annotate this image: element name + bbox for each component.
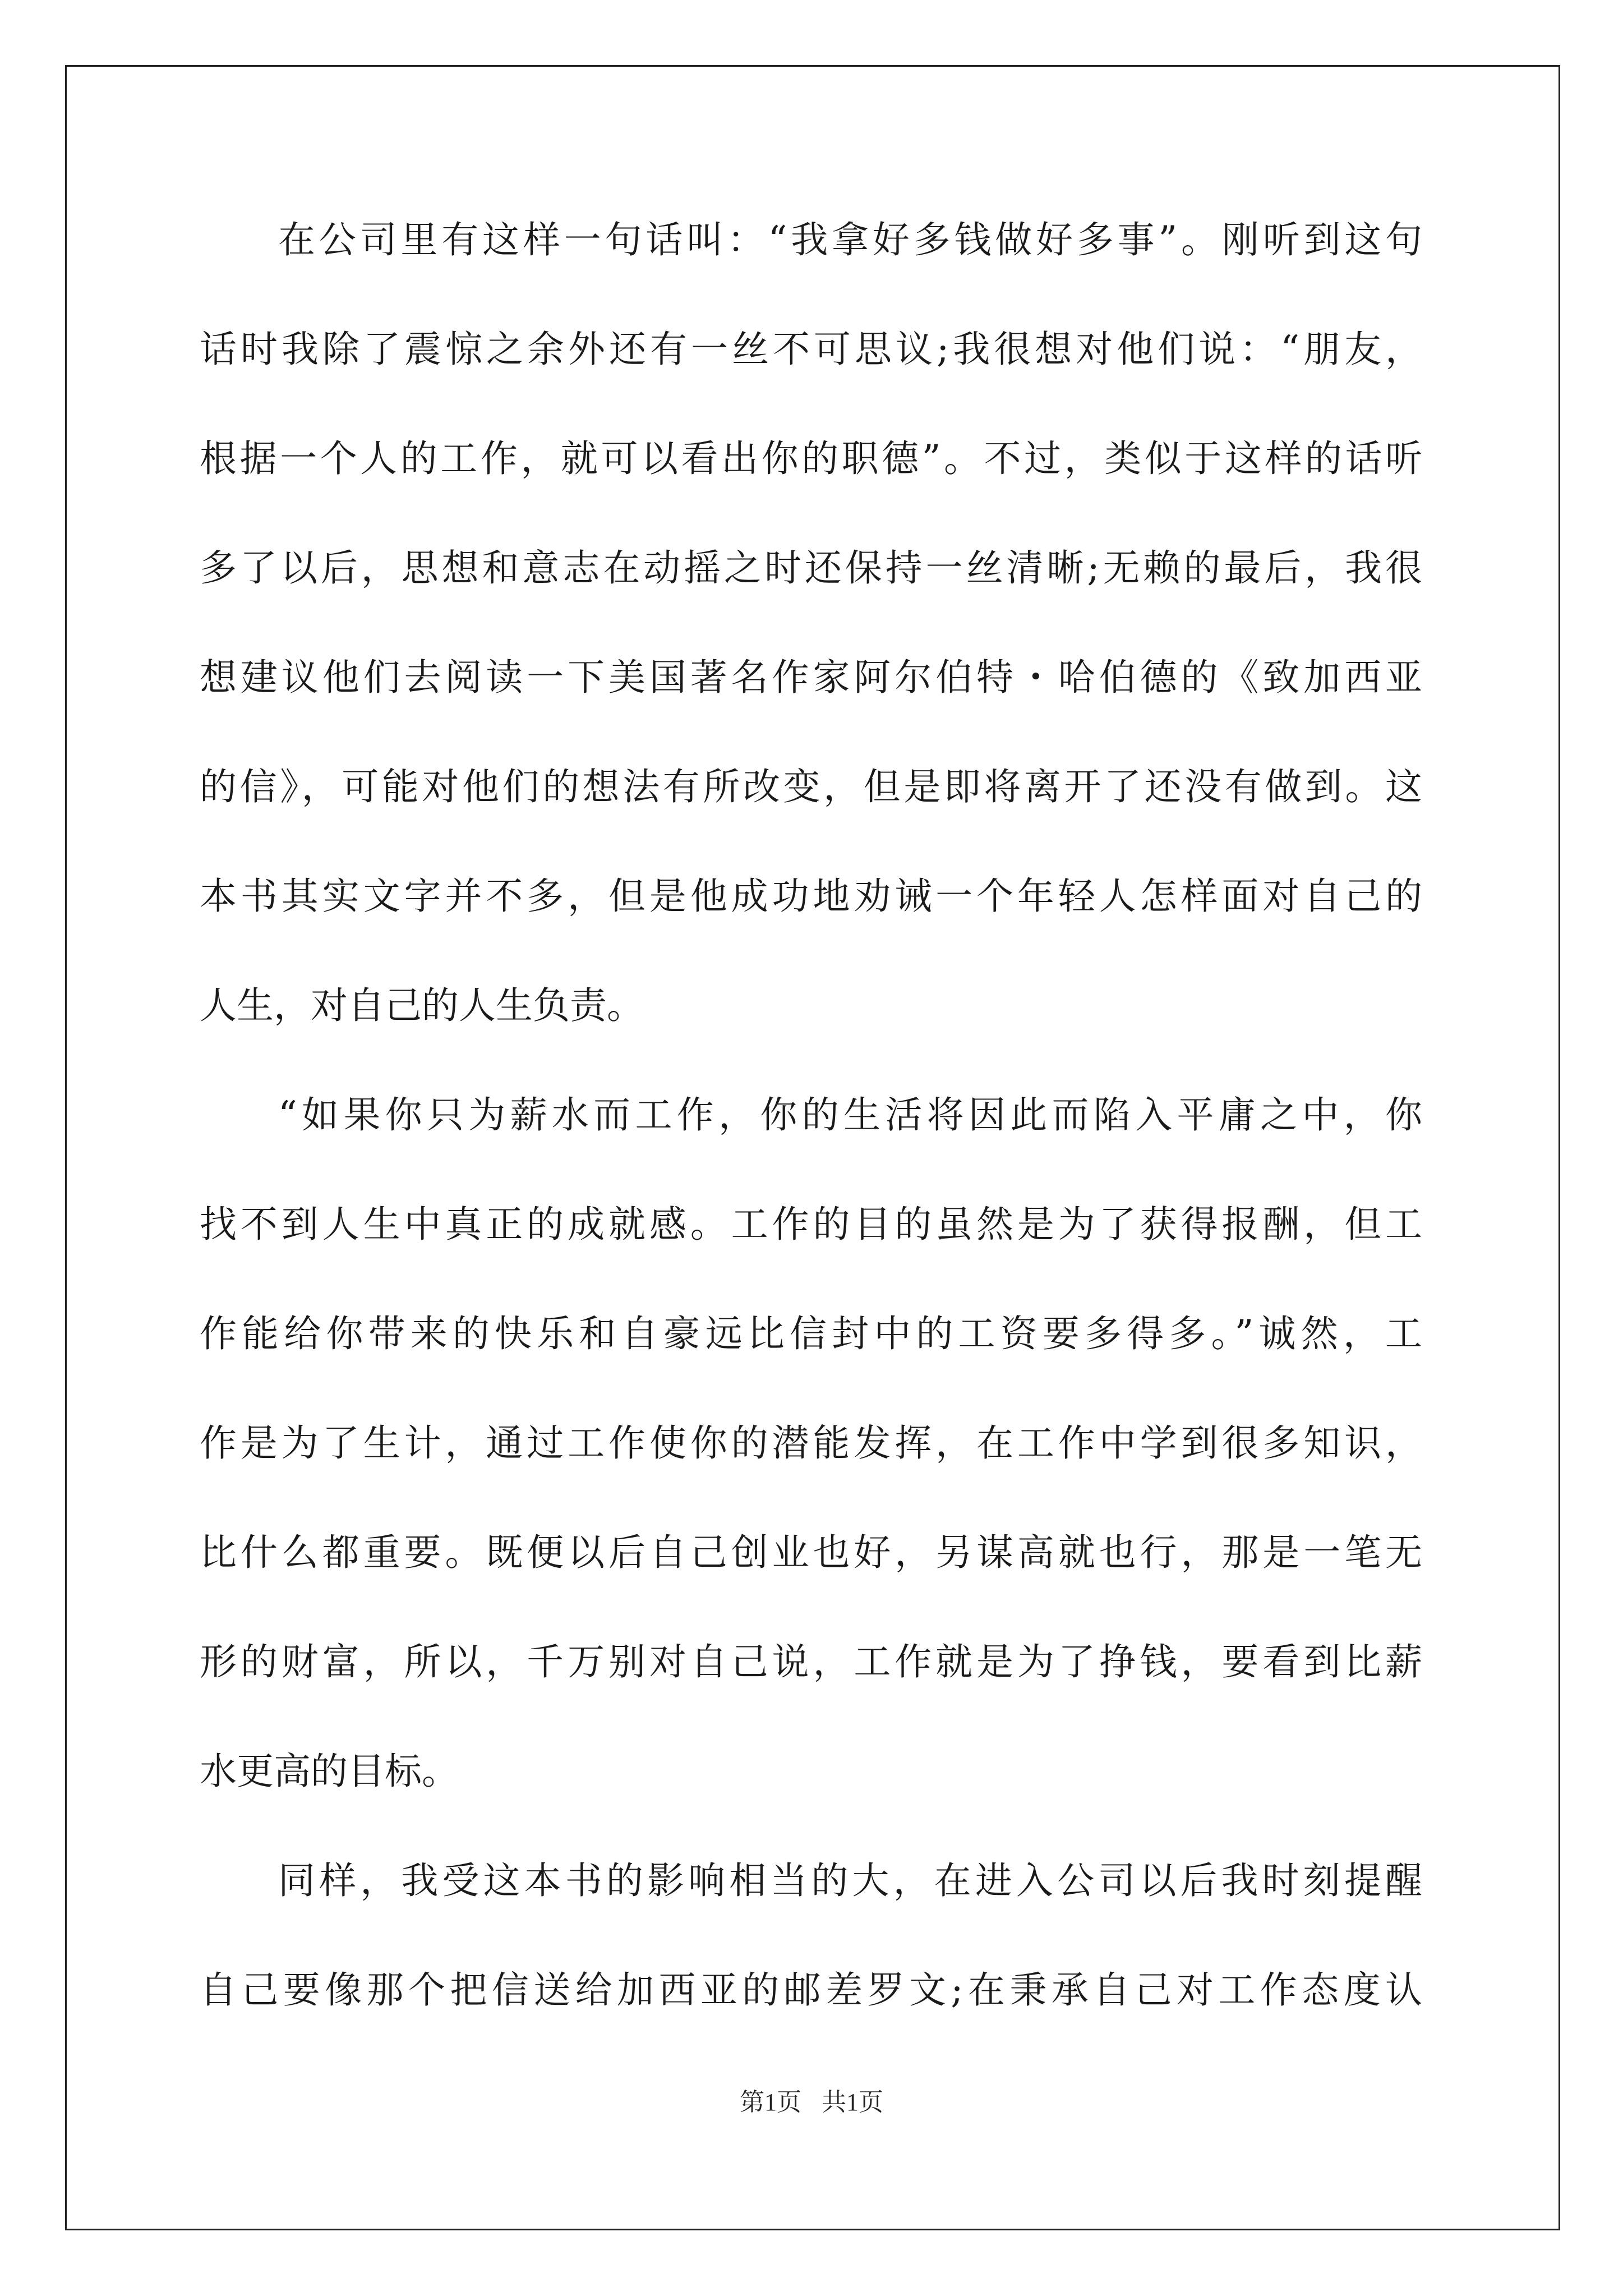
- paragraph-1-line-1: 在公司里有这样一句话叫：“我拿好多钱做好多事”。刚听到这句: [278, 218, 1422, 261]
- paragraph-2-line-1: “如果你只为薪水而工作，你的生活将因此而陷入平庸之中，你: [278, 1093, 1422, 1137]
- paragraph-1-line-6: 的信》，可能对他们的想法有所改变，但是即将离开了还没有做到。这: [200, 765, 1422, 808]
- page-number: 第1页: [740, 2088, 801, 2116]
- paragraph-1-line-4: 多了以后，思想和意志在动摇之时还保持一丝清晰;无赖的最后，我很: [200, 546, 1422, 590]
- paragraph-1-line-5: 想建议他们去阅读一下美国著名作家阿尔伯特・哈伯德的《致加西亚: [200, 656, 1422, 699]
- paragraph-1-line-7: 本书其实文字并不多，但是他成功地劝诫一个年轻人怎样面对自己的: [200, 875, 1422, 918]
- paragraph-2-line-4: 作是为了生计，通过工作使你的潜能发挥，在工作中学到很多知识，: [200, 1421, 1422, 1465]
- page-total: 共1页: [822, 2088, 883, 2116]
- paragraph-2-line-6: 形的财富，所以，千万别对自己说，工作就是为了挣钱，要看到比薪: [200, 1640, 1422, 1683]
- paragraph-1-line-2: 话时我除了震惊之余外还有一丝不可思议;我很想对他们说：“朋友，: [200, 328, 1422, 371]
- paragraph-2-line-7: 水更高的目标。: [200, 1750, 459, 1793]
- paragraph-1-line-3: 根据一个人的工作，就可以看出你的职德”。不过，类似于这样的话听: [200, 437, 1422, 480]
- paragraph-3-line-1: 同样，我受这本书的影响相当的大，在进入公司以后我时刻提醒: [278, 1859, 1422, 1902]
- paragraph-2-line-3: 作能给你带来的快乐和自豪远比信封中的工资要多得多。”诚然，工: [200, 1312, 1422, 1355]
- paragraph-1-line-8: 人生，对自己的人生负责。: [200, 984, 644, 1027]
- paragraph-2-line-2: 找不到人生中真正的成就感。工作的目的虽然是为了获得报酬，但工: [200, 1203, 1422, 1246]
- paragraph-2-line-5: 比什么都重要。既便以后自己创业也好，另谋高就也行，那是一笔无: [200, 1531, 1422, 1574]
- paragraph-3-line-2: 自己要像那个把信送给加西亚的邮差罗文;在秉承自己对工作态度认: [200, 1968, 1422, 2012]
- page-footer: [0, 2086, 1623, 2119]
